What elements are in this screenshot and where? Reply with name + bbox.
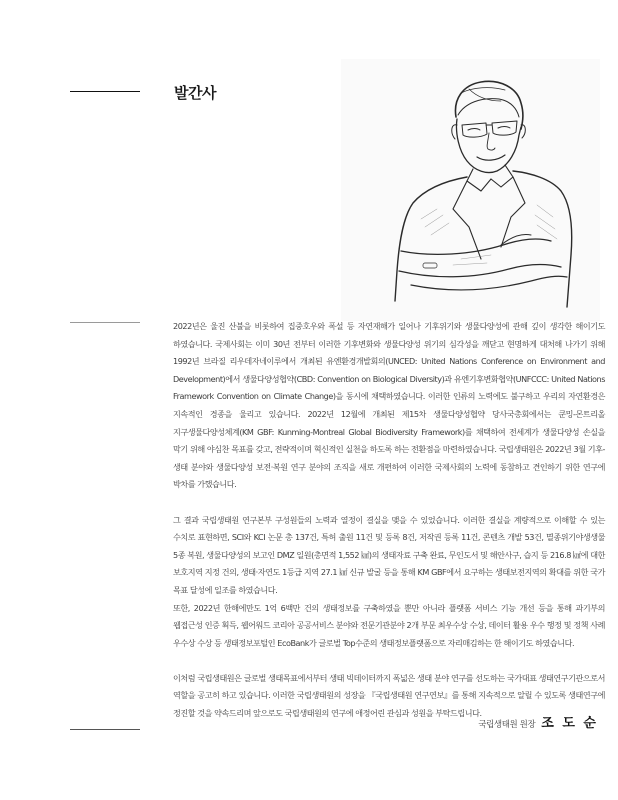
signature-title: 국립생태원 원장: [478, 720, 536, 730]
paragraph-1: 2022년은 울진 산불을 비롯하여 집중호우와 폭설 등 자연재해가 일어나 기후위기와 생물다양성에 관해 깊이 생각한 해이기도 하였습니다. 국제사회는 이미 30년 전부터 이러한 기후변화와 생물다양성 위기의 심각성을 깨닫고 현명하게 대처해 나가기 위해 1992년 브라질 리우데자네이루에서 개최된 유엔환경개발회의(UNCED: United Nations Conference on Environment and Development)에서 생물다양성협약(CBD: Convention on Biological Diversity)과 유엔기후변화협약(UNFCCC: United Nations Framework Convention on Climate Change)을 동시에 채택하였습니다. 이러한 인류의 노력에도 불구하고 우리의 자연환경은 지속적인 경종을 울리고 있습니다. 2022년 12월에 개최된 제15차 생물다양성협약 당사국총회에서는 쿤밍-몬트리올 지구생물다양성체계(KM GBF: Kunming-Montreal Global Biodiversity Framework)를 채택하여 전세계가 생물다양성 손실을 막기 위해 야심찬 목표를 갖고, 전략적이며 혁신적인 실천을 하도록 하는 전환점을 마련하였습니다. 국립생태원은 2022년 3월 기후-생태 분야와 생물다양성 보전·복원 연구 분야의 조직을 새로 개편하여 이러한 국제사회의 노력에 동참하고 견인하기 위한 연구에 박차를 가했습니다.: [173, 321, 605, 490]
paragraph-2: 그 결과 국립생태원 연구본부 구성원들의 노력과 열정이 결실을 맺을 수 있었습니다. 이러한 결실을 계량적으로 이해할 수 있는 수치로 표현하면, SCI와 KCI 논문 총 137건, 특허 출원 11건 및 등록 8건, 저작권 등록 11건, 콘텐츠 개발 53건, 멸종위기야생생물 5종 복원, 생물다양성의 보고인 DMZ 일원(총면적 1,552 ㎢)의 생태자료 구축 완료, 무인도서 및 해안사구, 습지 등 216.8 ㎢에 대한 보호지역 지정 건의, 생태·자연도 1등급 지역 27.1 ㎢ 신규 발굴 등을 통해 KM GBF에서 요구하는 생태보전지역의 확대를 위한 국가 목표 달성에 일조를 하였습니다.: [173, 514, 605, 595]
mid-rule: [70, 322, 140, 323]
paragraph-4: 이처럼 국립생태원은 글로벌 생태목표에서부터 생태 빅데이터까지 폭넓은 생태 분야 연구를 선도하는 국가대표 생태연구기관으로서 역할을 공고히 하고 있습니다. 이러한 국립생태원의 성장을 『국립생태원 연구연보』를 통해 지속적으로 알릴 수 있도록 생태연구에 정진할 것을 약속드리며 앞으로도 국립생태원의 연구에 애정어린 관심과 성원을 부탁드립니다.: [173, 672, 605, 719]
signature-block: [478, 712, 598, 731]
top-rule: [70, 91, 140, 92]
paragraph-3: 또한, 2022년 한해에만도 1억 6백만 건의 생태정보를 구축하였을 뿐만 아니라 플랫폼 서비스 기능 개선 등을 통해 과기부의 웹접근성 인증 획득, 웹어워드 코리아 공공서비스 분야와 전문기관분야 2개 부문 최우수상 수상, 데이터 활용 우수 행정 및 정책 사례 우수상 수상 등 생태정보포털인 EcoBank가 글로벌 Top수준의 생태정보플랫폼으로 자리매김하는 한 해이기도 하였습니다.: [173, 602, 605, 648]
foreword-body: [173, 318, 605, 723]
signature-name: 조 도 순: [541, 716, 598, 731]
bottom-rule: [70, 729, 140, 730]
page-title: 발간사: [174, 84, 216, 102]
director-portrait: [341, 59, 600, 321]
portrait-sketch-icon: [341, 59, 600, 321]
